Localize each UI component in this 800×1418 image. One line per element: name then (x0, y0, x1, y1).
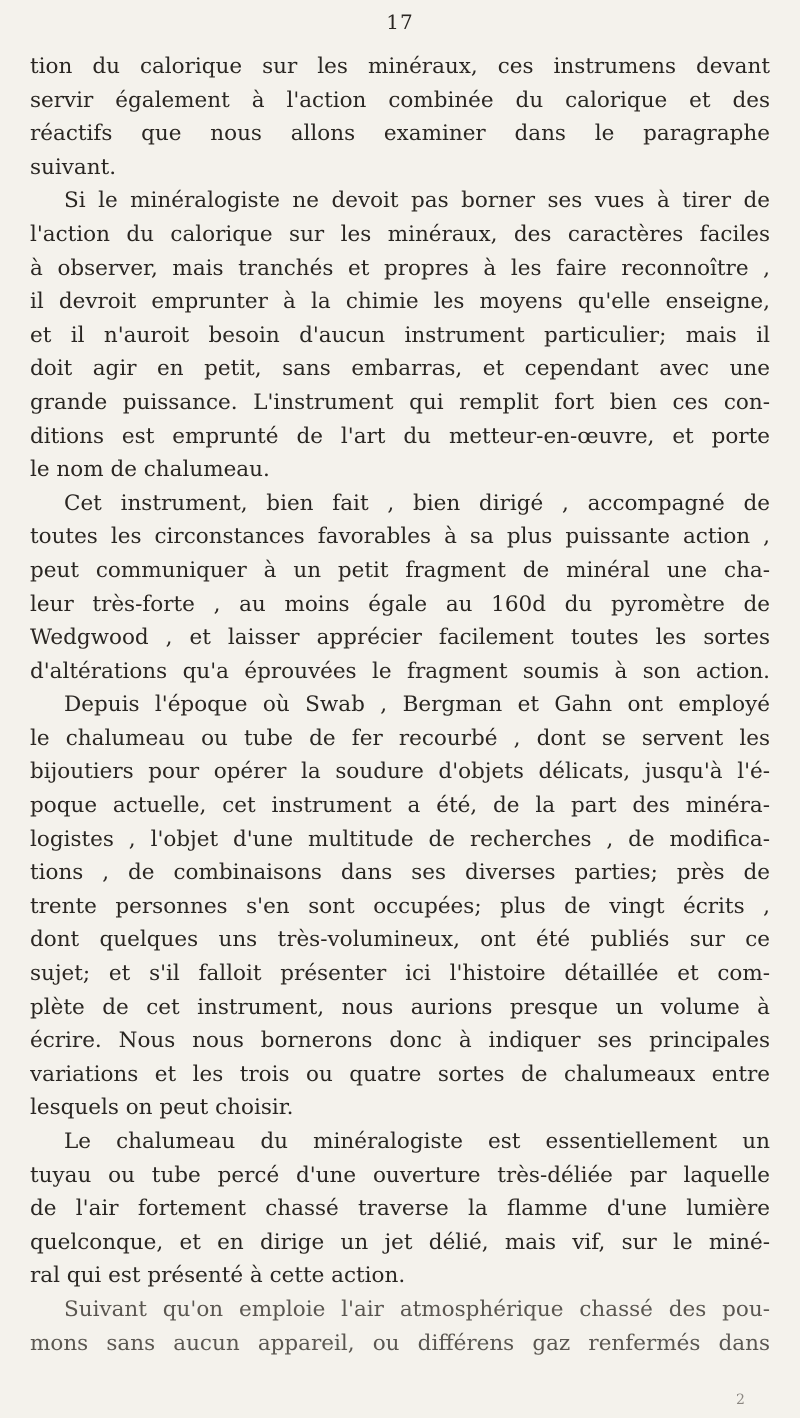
text-line: ral qui est présenté à cette action. (30, 1263, 406, 1289)
text-line: toutes les circonstances favorables à sa plus puissante action , (30, 524, 770, 550)
text-line: ditions est emprunté de l'art du metteur-en-œuvre, et porte (30, 423, 770, 449)
text-line: le nom de chalumeau. (30, 457, 270, 483)
text-line: suivant. (30, 154, 117, 180)
text-line: d'altérations qu'a éprouvées le fragment soumis à son action. (30, 658, 770, 684)
text-line: poque actuelle, cet instrument a été, de la part des minéra- (30, 793, 770, 819)
text-line: leur très-forte , au moins égale au 160d du pyromètre de (30, 591, 770, 617)
text-line: quelconque, et en dirige un jet délié, mais vif, sur le miné- (30, 1229, 770, 1255)
text-line: de l'air fortement chassé traverse la flamme d'une lumière (30, 1196, 770, 1222)
text-line: à observer, mais tranchés et propres à les faire reconnoître , (30, 255, 770, 281)
text-line: logistes , l'objet d'une multitude de recherches , de modifica- (30, 826, 770, 852)
text-line: Wedgwood , et laisser apprécier facilement toutes les sortes (30, 625, 770, 651)
text-line: plète de cet instrument, nous aurions presque un volume à (30, 994, 770, 1020)
text-line: lesquels on peut choisir. (30, 1095, 294, 1121)
text-line: variations et les trois ou quatre sortes de chalumeaux entre (30, 1061, 770, 1087)
text-line: l'action du calorique sur les minéraux, des caractères faciles (30, 221, 770, 247)
text-line: réactifs que nous allons examiner dans le paragraphe (30, 121, 770, 147)
body-text (30, 50, 770, 1360)
text-line: tions , de combinaisons dans ses diverses parties; près de (30, 860, 770, 886)
text-line: dont quelques uns très-volumineux, ont été publiés sur ce (30, 927, 770, 953)
text-line: Le chalumeau du minéralogiste est essentiellement un (64, 1129, 770, 1154)
text-line: il devroit emprunter à la chimie les moyens qu'elle enseigne, (30, 289, 770, 315)
text-line: et il n'auroit besoin d'aucun instrument particulier; mais il (30, 322, 770, 348)
text-line: Suivant qu'on emploie l'air atmosphérique chassé des pou- (64, 1296, 770, 1322)
text-line: tion du calorique sur les minéraux, ces instrumens devant (30, 54, 770, 79)
text-line: sujet; et s'il falloit présenter ici l'histoire détaillée et com- (30, 961, 770, 987)
text-line: le chalumeau ou tube de fer recourbé , dont se servent les (30, 725, 770, 751)
text-line: Cet instrument, bien fait , bien dirigé , accompagné de (64, 490, 770, 516)
text-line: grande puissance. L'instrument qui remplit fort bien ces con- (30, 389, 770, 415)
text-line: tuyau ou tube percé d'une ouverture très-déliée par laquelle (30, 1162, 770, 1188)
signature-mark: 2 (736, 1392, 745, 1408)
text-line: Depuis l'époque où Swab , Bergman et Gahn ont employé (64, 692, 770, 718)
text-line: bijoutiers pour opérer la soudure d'objets délicats, jusqu'à l'é- (30, 759, 770, 785)
text-line: mons sans aucun appareil, ou différens gaz renfermés dans (30, 1330, 770, 1356)
text-line: servir également à l'action combinée du calorique et des (30, 87, 770, 113)
page-number: 17 (386, 10, 414, 34)
text-line: doit agir en petit, sans embarras, et cependant avec une (30, 356, 770, 382)
text-line: peut communiquer à un petit fragment de minéral une cha- (30, 557, 770, 583)
text-line: Si le minéralogiste ne devoit pas borner ses vues à tirer de (64, 188, 770, 214)
text-line: écrire. Nous nous bornerons donc à indiquer ses principales (30, 1028, 770, 1054)
text-line: trente personnes s'en sont occupées; plus de vingt écrits , (30, 893, 770, 919)
